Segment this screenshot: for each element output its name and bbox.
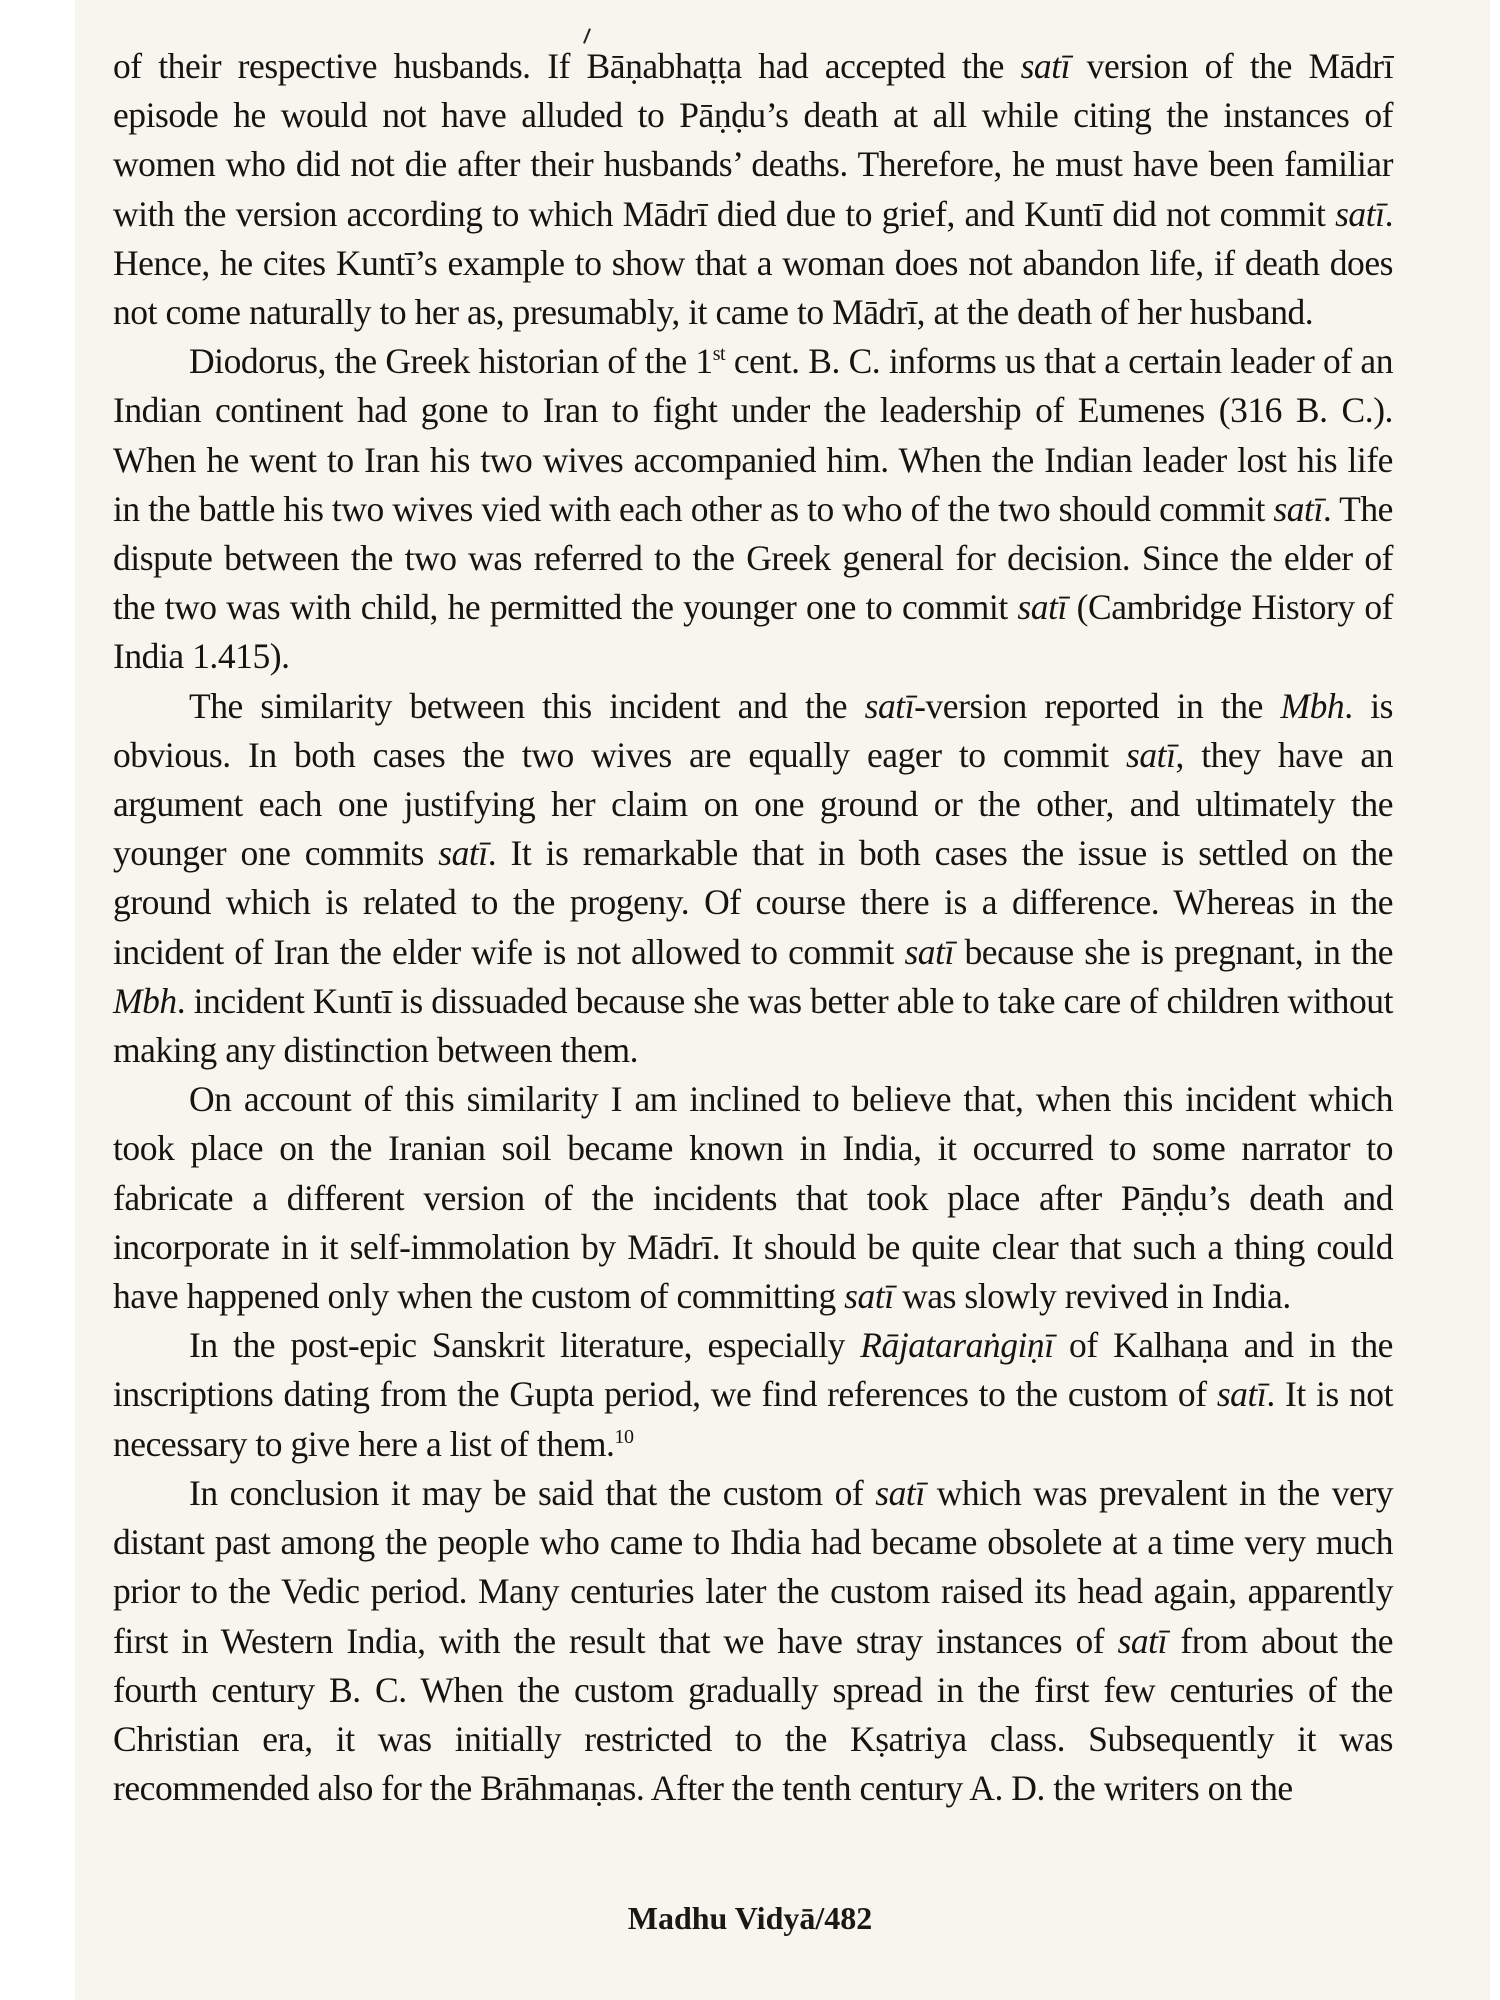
text-run: . is obvious. In both cases the two wives are equally eager to commit <box>113 685 1393 775</box>
text-run: The similarity between this incident and the <box>189 685 865 726</box>
italic-term: satī <box>844 1276 894 1317</box>
text-run: was slowly revived in India. <box>893 1276 1291 1317</box>
text-run: from about the fourth century B. C. When the custom gradually spread in the first few centuries of the Christian era, it was initially restricted to the Kṣatriya class. Subsequently it was recommended also for the Brāhmaṇas. After the tenth century A. D. the writers on the <box>113 1620 1394 1809</box>
italic-term: satī <box>1273 488 1323 529</box>
text-run: . It is remarkable that in both cases the issue is settled on the ground which is related to the progeny. Of course there is a difference. Whereas in the incident of Iran the elder wife is not allowed to commit <box>113 833 1394 972</box>
text-run: . The dispute between the two was referred to the Greek general for decision. Since the elder of the two was with child, he permitted the younger one to commit <box>113 488 1393 628</box>
italic-term: Rājataraṅgiṇī <box>860 1325 1054 1366</box>
superscript: 10 <box>614 1425 634 1448</box>
text-run: On account of this similarity I am inclined to believe that, when this incident which took place on the Iranian soil became known in India, it occurred to some narrator to fabricate a different version of the incidents that took place after Pāṇḍu’s death and incorporate in it self-immolation by Mādrī. It should be quite clear that such a thing could have happened only when the custom of committing <box>113 1079 1393 1317</box>
text-run: version of the Mādrī episode he would not have alluded to Pāṇḍu’s death at all while citing the instances of women who did not die after their husbands’ deaths. Therefore, he must have been familiar with the version according to which Mādrī died due to grief, and Kuntī did not commit <box>113 46 1393 234</box>
italic-term: satī <box>904 931 954 972</box>
italic-term: satī <box>1117 1620 1168 1661</box>
paragraph-5 <box>113 1321 1393 1469</box>
text-run: -version reported in the <box>914 685 1281 726</box>
paragraph-3 <box>113 682 1393 1076</box>
text-run: . incident Kuntī is dissuaded because she was better able to take care of children without making any distinction between them. <box>113 980 1393 1071</box>
text-run: because she is pregnant, in the <box>953 931 1394 972</box>
paragraph-6 <box>113 1469 1393 1813</box>
text-run: . Hence, he cites Kuntī’s example to show that a woman does not abandon life, if death does not come naturally to her as, presumably, it came to Mādrī, at the death of her husband. <box>113 193 1393 333</box>
text-run: , they have an argument each one justifying her claim on one ground or the other, and ultimately the younger one commits <box>113 734 1393 874</box>
italic-term: satī <box>1335 193 1385 234</box>
superscript: st <box>712 343 726 366</box>
italic-term: satī <box>438 833 488 874</box>
page-footer-folio: Madhu Vidyā/482 <box>627 1900 873 1936</box>
text-run: In the post-epic Sanskrit literature, especially <box>189 1325 861 1366</box>
italic-term: Mbh <box>1280 685 1345 726</box>
italic-term: satī <box>1125 734 1176 775</box>
text-run: which was prevalent in the very distant past among the people who came to Ihdia had became obsolete at a time very much prior to the Vedic period. Many centuries later the custom raised its head again, apparently first in Western India, with the result that we have stray instances of <box>113 1472 1393 1661</box>
italic-term: satī <box>1216 1374 1267 1415</box>
paragraph-2 <box>113 337 1393 681</box>
italic-term: satī <box>875 1472 925 1513</box>
paragraph-4 <box>113 1075 1393 1321</box>
text-run: of Kalhaṇa and in the inscriptions dating from the Gupta period, we find references to the custom of <box>113 1325 1393 1415</box>
italic-term: satī <box>864 685 915 726</box>
text-run: . It is not necessary to give here a list of them. <box>113 1374 1393 1464</box>
paragraph-1 <box>113 42 1393 337</box>
text-run: In conclusion it may be said that the custom of <box>189 1472 876 1513</box>
italic-term: Mbh <box>113 980 177 1021</box>
text-run: Diodorus, the Greek historian of the 1 <box>189 341 713 382</box>
body-text <box>113 42 1393 1813</box>
text-run: of their respective husbands. If Bāṇabhaṭṭa had accepted the <box>113 46 1021 86</box>
italic-term: satī <box>1017 587 1067 628</box>
text-run: cent. B. C. informs us that a certain leader of an Indian continent had gone to Iran to fight under the leadership of Eumenes (316 B. C.). When he went to Iran his two wives accompanied him. When the Indian leader lost his life in the battle his two wives vied with each other as to who of the two should commit <box>113 341 1394 529</box>
text-run: (Cambridge History of India 1.415). <box>113 587 1394 677</box>
italic-term: satī <box>1020 46 1071 86</box>
